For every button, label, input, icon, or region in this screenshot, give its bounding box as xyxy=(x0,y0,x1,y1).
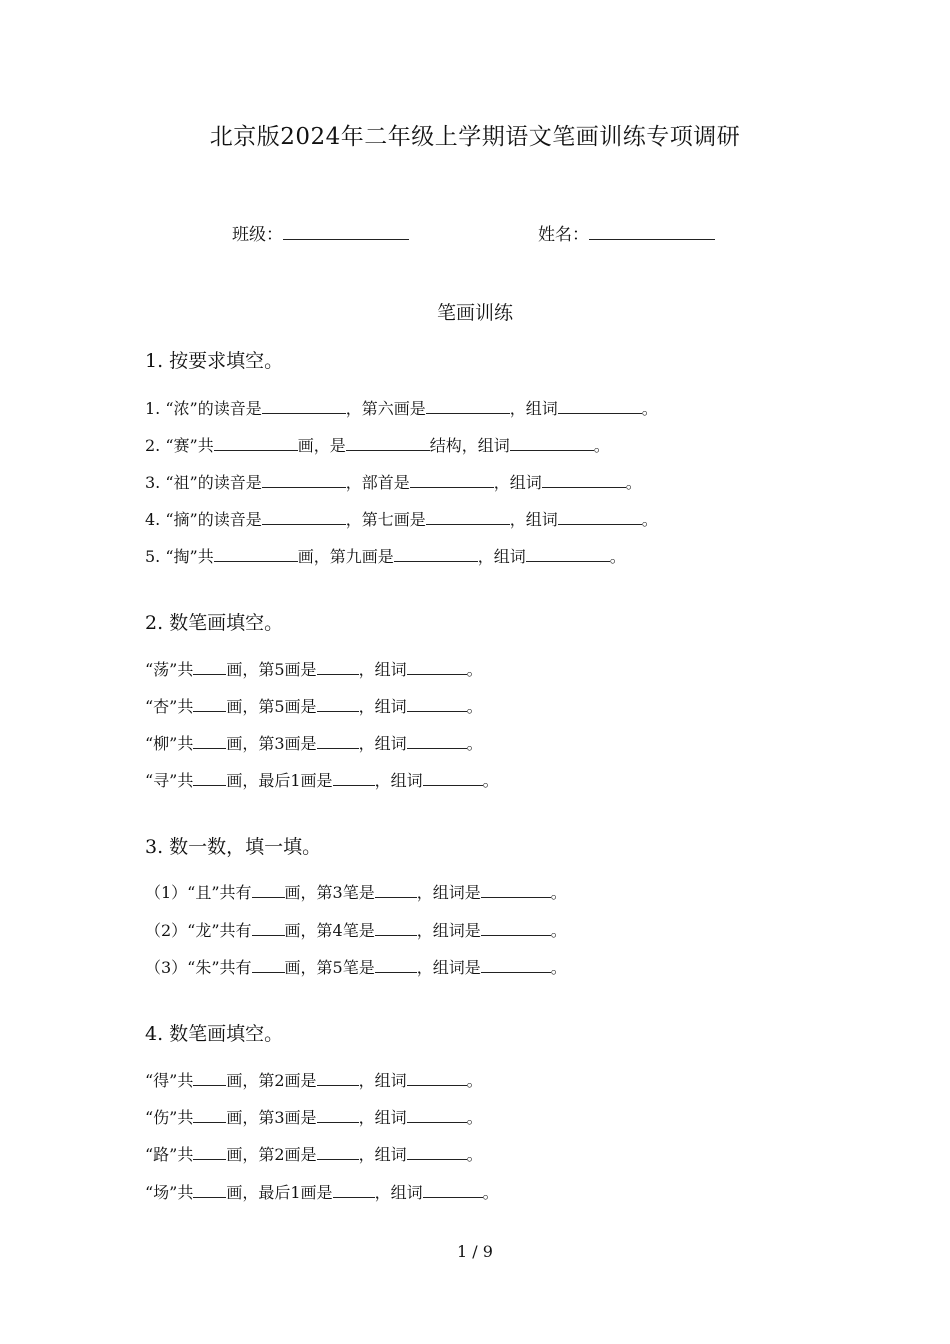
item-text: 。 xyxy=(466,660,483,679)
item-text: ，组词 xyxy=(509,510,558,529)
item-text: “伤”共 xyxy=(145,1108,194,1127)
answer-blank[interactable] xyxy=(193,1181,226,1198)
answer-blank[interactable] xyxy=(410,471,494,488)
item-text: ，组词 xyxy=(358,734,407,753)
answer-blank[interactable] xyxy=(214,545,298,562)
answer-blank[interactable] xyxy=(262,397,346,414)
answer-blank[interactable] xyxy=(481,919,551,936)
answer-blank[interactable] xyxy=(423,769,483,786)
item-text: 。 xyxy=(550,883,567,902)
item-text: 。 xyxy=(466,734,483,753)
item-text: 。 xyxy=(466,1145,483,1164)
item-text: 。 xyxy=(466,697,483,716)
item-text: （3）“朱”共有 xyxy=(145,958,252,977)
answer-blank[interactable] xyxy=(193,1069,226,1086)
question-1-title: 1. 按要求填空。 xyxy=(145,350,284,372)
answer-blank[interactable] xyxy=(407,695,467,712)
answer-blank[interactable] xyxy=(407,658,467,675)
item-text: 。 xyxy=(550,921,567,940)
answer-blank[interactable] xyxy=(407,1143,467,1160)
class-field xyxy=(232,220,409,245)
item-text: 5. “掏”共 xyxy=(145,547,214,566)
answer-blank[interactable] xyxy=(193,732,226,749)
answer-blank[interactable] xyxy=(193,695,226,712)
question-2-item xyxy=(145,731,483,754)
answer-blank[interactable] xyxy=(526,545,610,562)
answer-blank[interactable] xyxy=(193,769,226,786)
section-heading: 笔画训练 xyxy=(436,302,513,324)
question-4-item xyxy=(145,1105,483,1128)
item-text: “荡”共 xyxy=(145,660,194,679)
item-text: ，组词 xyxy=(358,697,407,716)
answer-blank[interactable] xyxy=(558,397,642,414)
question-2-item xyxy=(145,694,483,717)
item-text: “寻”共 xyxy=(145,771,194,790)
item-text: 。 xyxy=(482,1183,499,1202)
answer-blank[interactable] xyxy=(262,508,346,525)
item-text: 画，最后1画是 xyxy=(226,1183,333,1202)
question-1-item xyxy=(145,544,626,567)
item-text: “得”共 xyxy=(145,1071,194,1090)
item-text: ，第七画是 xyxy=(345,510,426,529)
item-text: ，组词 xyxy=(374,771,423,790)
item-text: 画，第2画是 xyxy=(226,1145,317,1164)
item-text: ，组词 xyxy=(358,660,407,679)
answer-blank[interactable] xyxy=(193,1143,226,1160)
item-text: 画，是 xyxy=(297,436,346,455)
item-text: 画，第2画是 xyxy=(226,1071,317,1090)
item-text: ，组词是 xyxy=(416,883,481,902)
answer-blank[interactable] xyxy=(193,658,226,675)
item-text: ，组词是 xyxy=(416,958,481,977)
item-text: 。 xyxy=(641,399,658,418)
answer-blank[interactable] xyxy=(407,1069,467,1086)
item-text: ，部首是 xyxy=(345,473,410,492)
item-text: 画，第5笔是 xyxy=(284,958,375,977)
question-4-title: 4. 数笔画填空。 xyxy=(145,1023,284,1045)
class-blank[interactable] xyxy=(283,221,409,240)
item-text: 画，第3笔是 xyxy=(284,883,375,902)
answer-blank[interactable] xyxy=(317,1143,359,1160)
answer-blank[interactable] xyxy=(317,732,359,749)
answer-blank[interactable] xyxy=(317,695,359,712)
item-text: 画，第九画是 xyxy=(297,547,394,566)
item-text: 画，第3画是 xyxy=(226,1108,317,1127)
answer-blank[interactable] xyxy=(375,881,417,898)
name-label: 姓名： xyxy=(538,225,589,245)
item-text: 画，第3画是 xyxy=(226,734,317,753)
item-text: （2）“龙”共有 xyxy=(145,921,252,940)
item-text: 。 xyxy=(625,473,642,492)
item-text: （1）“且”共有 xyxy=(145,883,252,902)
answer-blank[interactable] xyxy=(317,1069,359,1086)
question-1-item xyxy=(145,433,610,456)
item-text: 1. “浓”的读音是 xyxy=(145,399,262,418)
item-text: 。 xyxy=(550,958,567,977)
answer-blank[interactable] xyxy=(346,434,430,451)
item-text: 画，第4笔是 xyxy=(284,921,375,940)
question-3-item xyxy=(145,918,567,941)
answer-blank[interactable] xyxy=(252,881,285,898)
item-text: 。 xyxy=(593,436,610,455)
item-text: ，组词 xyxy=(477,547,526,566)
item-text: ，组词 xyxy=(493,473,542,492)
question-4-item xyxy=(145,1180,499,1203)
answer-blank[interactable] xyxy=(252,919,285,936)
item-text: ，组词 xyxy=(358,1145,407,1164)
answer-blank[interactable] xyxy=(375,956,417,973)
item-text: “路”共 xyxy=(145,1145,194,1164)
item-text: ，组词是 xyxy=(416,921,481,940)
answer-blank[interactable] xyxy=(317,658,359,675)
answer-blank[interactable] xyxy=(333,1181,375,1198)
name-field xyxy=(538,220,715,245)
item-text: ，第六画是 xyxy=(345,399,426,418)
item-text: “场”共 xyxy=(145,1183,194,1202)
item-text: ，组词 xyxy=(358,1071,407,1090)
answer-blank[interactable] xyxy=(262,471,346,488)
question-1-item xyxy=(145,396,658,419)
item-text: 4. “摘”的读音是 xyxy=(145,510,262,529)
answer-blank[interactable] xyxy=(252,956,285,973)
item-text: 。 xyxy=(609,547,626,566)
item-text: 。 xyxy=(482,771,499,790)
question-1-item xyxy=(145,470,642,493)
item-text: 结构，组词 xyxy=(429,436,510,455)
item-text: “杏”共 xyxy=(145,697,194,716)
item-text: 画，第5画是 xyxy=(226,697,317,716)
question-3-item xyxy=(145,955,567,978)
item-text: “柳”共 xyxy=(145,734,194,753)
question-1-item xyxy=(145,507,658,530)
question-2-title: 2. 数笔画填空。 xyxy=(145,612,284,634)
question-4-item xyxy=(145,1068,483,1091)
item-text: 画，第5画是 xyxy=(226,660,317,679)
answer-blank[interactable] xyxy=(426,508,510,525)
answer-blank[interactable] xyxy=(481,956,551,973)
answer-blank[interactable] xyxy=(510,434,594,451)
answer-blank[interactable] xyxy=(481,881,551,898)
item-text: 。 xyxy=(466,1071,483,1090)
answer-blank[interactable] xyxy=(426,397,510,414)
answer-blank[interactable] xyxy=(193,1106,226,1123)
item-text: 。 xyxy=(641,510,658,529)
answer-blank[interactable] xyxy=(542,471,626,488)
class-label: 班级： xyxy=(232,225,283,245)
question-2-item xyxy=(145,768,499,791)
answer-blank[interactable] xyxy=(407,1106,467,1123)
item-text: 。 xyxy=(466,1108,483,1127)
item-text: 3. “祖”的读音是 xyxy=(145,473,262,492)
question-4-item xyxy=(145,1142,483,1165)
item-text: ，组词 xyxy=(358,1108,407,1127)
answer-blank[interactable] xyxy=(317,1106,359,1123)
answer-blank[interactable] xyxy=(214,434,298,451)
item-text: 2. “赛”共 xyxy=(145,436,214,455)
item-text: 画，最后1画是 xyxy=(226,771,333,790)
answer-blank[interactable] xyxy=(407,732,467,749)
answer-blank[interactable] xyxy=(558,508,642,525)
question-2-item xyxy=(145,657,483,680)
document-title: 北京版2024年二年级上学期语文笔画训练专项调研 xyxy=(209,124,741,150)
item-text: ，组词 xyxy=(509,399,558,418)
item-text: ，组词 xyxy=(374,1183,423,1202)
answer-blank[interactable] xyxy=(394,545,478,562)
page-number: 1 / 9 xyxy=(457,1242,493,1261)
answer-blank[interactable] xyxy=(333,769,375,786)
answer-blank[interactable] xyxy=(375,919,417,936)
name-blank[interactable] xyxy=(589,221,715,240)
question-3-item xyxy=(145,880,567,903)
answer-blank[interactable] xyxy=(423,1181,483,1198)
question-3-title: 3. 数一数，填一填。 xyxy=(145,836,322,858)
